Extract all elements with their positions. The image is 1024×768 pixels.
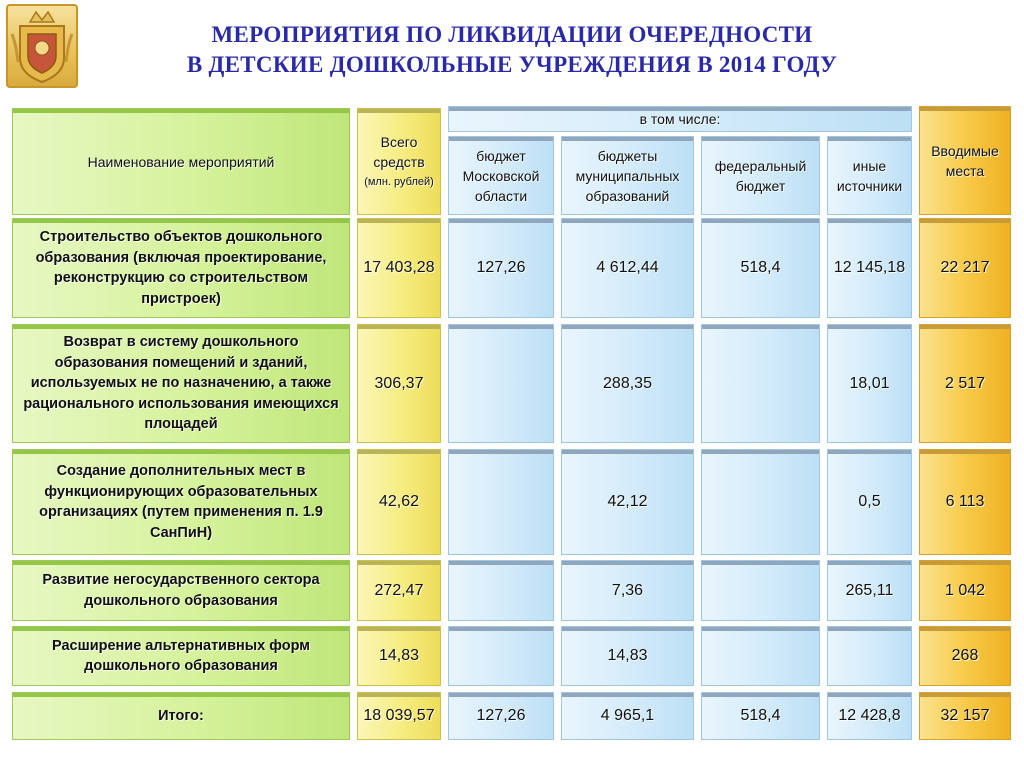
row-4-other: 265,11 xyxy=(827,560,912,621)
header-total-line-1: Всего xyxy=(380,133,418,150)
header-name xyxy=(12,108,350,215)
header-municipal-line-1: бюджеты xyxy=(597,147,658,164)
row-3-other: 0,5 xyxy=(827,449,912,555)
row-4-name: Развитие негосударственного сектора дошкольного образования xyxy=(12,560,350,621)
row-3-federal xyxy=(701,449,820,555)
row-2-municipal: 288,35 xyxy=(561,324,694,443)
header-other-line-1: иные xyxy=(852,157,887,174)
title-line-1: МЕРОПРИЯТИЯ ПО ЛИКВИДАЦИИ ОЧЕРЕДНОСТИ xyxy=(211,22,813,47)
header-federal-budget xyxy=(701,136,820,215)
row-1-places: 22 217 xyxy=(919,218,1011,318)
title-line-2: В ДЕТСКИЕ ДОШКОЛЬНЫЕ УЧРЕЖДЕНИЯ В 2014 ГОДУ xyxy=(186,52,838,77)
total-row-municipal: 4 965,1 xyxy=(561,692,694,740)
row-5-places: 268 xyxy=(919,626,1011,686)
row-1-total: 17 403,28 xyxy=(357,218,441,318)
header-regional-line-1: бюджет xyxy=(476,147,526,164)
row-1-other: 12 145,18 xyxy=(827,218,912,318)
header-regional-line-2: Московской xyxy=(462,167,540,184)
row-3-places: 6 113 xyxy=(919,449,1011,555)
row-5-other xyxy=(827,626,912,686)
row-2-other: 18,01 xyxy=(827,324,912,443)
row-2-places: 2 517 xyxy=(919,324,1011,443)
row-4-municipal: 7,36 xyxy=(561,560,694,621)
header-municipal-line-2: муниципальных xyxy=(575,167,680,184)
row-4-federal xyxy=(701,560,820,621)
row-1-name: Строительство объектов дошкольного образования (включая проектирование, реконструкцию со строительством пристроек) xyxy=(12,218,350,318)
row-2-federal xyxy=(701,324,820,443)
row-5-name: Расширение альтернативных форм дошкольного образования xyxy=(12,626,350,686)
row-2-total: 306,37 xyxy=(357,324,441,443)
header-total-unit: (млн. рублей) xyxy=(364,175,434,188)
row-4-regional xyxy=(448,560,554,621)
header-other-line-2: источники xyxy=(836,177,903,194)
row-4-total: 272,47 xyxy=(357,560,441,621)
row-3-name: Создание дополнительных мест в функционирующих образовательных организациях (путем применения п. 1.9 СанПиН) xyxy=(12,449,350,555)
header-places-line-2: места xyxy=(945,162,985,179)
header-including xyxy=(448,106,912,132)
row-2-name: Возврат в систему дошкольного образования помещений и зданий, используемых не по назначению, а также рационального использования имеющихся площадей xyxy=(12,324,350,443)
header-municipal-budgets xyxy=(561,136,694,215)
header-new-places xyxy=(919,106,1011,215)
header-regional-line-3: области xyxy=(474,187,528,204)
row-5-regional xyxy=(448,626,554,686)
total-row-other: 12 428,8 xyxy=(827,692,912,740)
total-row-regional: 127,26 xyxy=(448,692,554,740)
row-5-total: 14,83 xyxy=(357,626,441,686)
header-other-sources xyxy=(827,136,912,215)
row-3-total: 42,62 xyxy=(357,449,441,555)
header-municipal-line-3: образований xyxy=(585,187,670,204)
header-regional-budget xyxy=(448,136,554,215)
row-1-municipal: 4 612,44 xyxy=(561,218,694,318)
header-places-line-1: Вводимые xyxy=(931,142,999,159)
total-row-name: Итого: xyxy=(12,692,350,740)
header-federal-line-1: федеральный xyxy=(714,157,807,174)
total-row-total: 18 039,57 xyxy=(357,692,441,740)
row-4-places: 1 042 xyxy=(919,560,1011,621)
coat-of-arms-icon xyxy=(6,4,78,88)
row-1-federal: 518,4 xyxy=(701,218,820,318)
page-title xyxy=(110,20,914,80)
header-total xyxy=(357,108,441,215)
row-5-federal xyxy=(701,626,820,686)
row-3-regional xyxy=(448,449,554,555)
total-row-federal: 518,4 xyxy=(701,692,820,740)
row-2-regional xyxy=(448,324,554,443)
row-5-municipal: 14,83 xyxy=(561,626,694,686)
header-total-line-2: средств xyxy=(373,153,425,170)
header-name-label: Наименование мероприятий xyxy=(87,153,275,170)
row-1-regional: 127,26 xyxy=(448,218,554,318)
row-3-municipal: 42,12 xyxy=(561,449,694,555)
total-row-places: 32 157 xyxy=(919,692,1011,740)
header-including-label: в том числе: xyxy=(639,111,721,127)
header-federal-line-2: бюджет xyxy=(735,177,786,194)
